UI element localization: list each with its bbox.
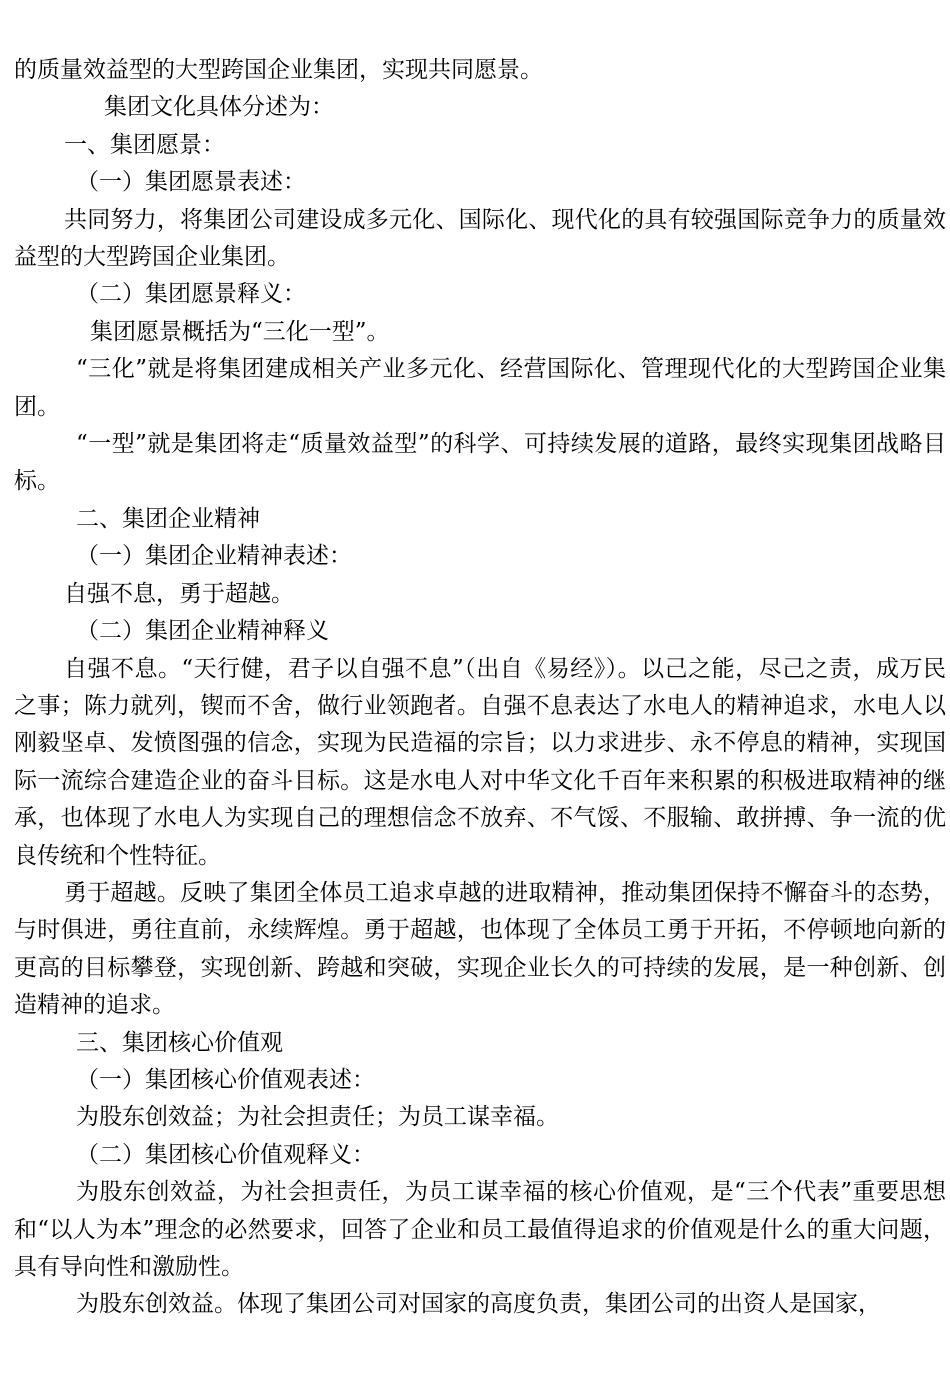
paragraph-vision-statement: 共同努力，将集团公司建设成多元化、国际化、现代化的具有较强国际竞争力的质量效益型的大型跨国企业集团。 <box>14 206 946 271</box>
subheading-values-statement: （一）集团核心价值观表述： <box>76 1066 375 1093</box>
document-page <box>14 52 946 1324</box>
paragraph-self-improvement: 自强不息。“天行健，君子以自强不息”（出自《易经》）。以己之能，尽己之责，成万民之事；陈力就列，锲而不舍，做行业领跑者。自强不息表达了水电人的精神追求，水电人以刚毅坚卓、发愤图强的信念，实现为民造福的宗旨；以力求进步、永不停息的精神，实现国际一流综合建造企业的奋斗目标。这是水电人对中华文化千百年来积累的积极进取精神的继承，也体现了水电人为实现自己的理想信念不放弃、不气馁、不服输、敢拼搏、争一流的优良传统和个性特征。 <box>14 655 946 869</box>
paragraph-three-modernizations: “三化”就是将集团建成相关产业多元化、经营国际化、管理现代化的大型跨国企业集团。 <box>14 356 946 420</box>
paragraph-continuation: 的质量效益型的大型跨国企业集团，实现共同愿景。 <box>14 57 543 83</box>
paragraph-vision-summary: 集团愿景概括为“三化一型”。 <box>90 318 390 345</box>
paragraph-values-statement: 为股东创效益；为社会担责任；为员工谋幸福。 <box>76 1104 559 1131</box>
paragraph-spirit-statement: 自强不息，勇于超越。 <box>64 580 294 607</box>
paragraph-values-explanation: 为股东创效益，为社会担责任，为员工谋幸福的核心价值观，是“三个代表”重要思想和“以人为本”理念的必然要求，回答了企业和员工最值得追求的价值观是什么的重大问题，具有导向性和激励性。 <box>14 1179 946 1280</box>
subheading-vision-explanation: （二）集团愿景释义： <box>76 281 306 308</box>
paragraph-surpassing: 勇于超越。反映了集团全体员工追求卓越的进取精神，推动集团保持不懈奋斗的态势，与时俱进，勇往直前，永续辉煌。勇于超越，也体现了全体员工勇于开拓，不停顿地向新的更高的目标攀登，实现创新、跨越和突破，实现企业长久的可持续的发展，是一种创新、创造精神的追求。 <box>14 879 946 1019</box>
subheading-values-explanation: （二）集团核心价值观释义： <box>76 1141 375 1168</box>
subheading-spirit-explanation: （二）集团企业精神释义 <box>76 618 329 645</box>
heading-enterprise-spirit: 二、集团企业精神 <box>76 505 260 532</box>
paragraph-one-type: “一型”就是集团将走“质量效益型”的科学、可持续发展的道路，最终实现集团战略目标。 <box>14 431 946 495</box>
heading-vision: 一、集团愿景： <box>64 131 225 158</box>
subheading-spirit-statement: （一）集团企业精神表述： <box>76 543 352 570</box>
paragraph-shareholder-benefit: 为股东创效益。体现了集团公司对国家的高度负责，集团公司的出资人是国家， <box>76 1291 881 1318</box>
subheading-vision-statement: （一）集团愿景表述： <box>76 169 306 196</box>
heading-core-values: 三、集团核心价值观 <box>76 1029 283 1056</box>
paragraph-intro: 集团文化具体分述为： <box>104 94 334 121</box>
